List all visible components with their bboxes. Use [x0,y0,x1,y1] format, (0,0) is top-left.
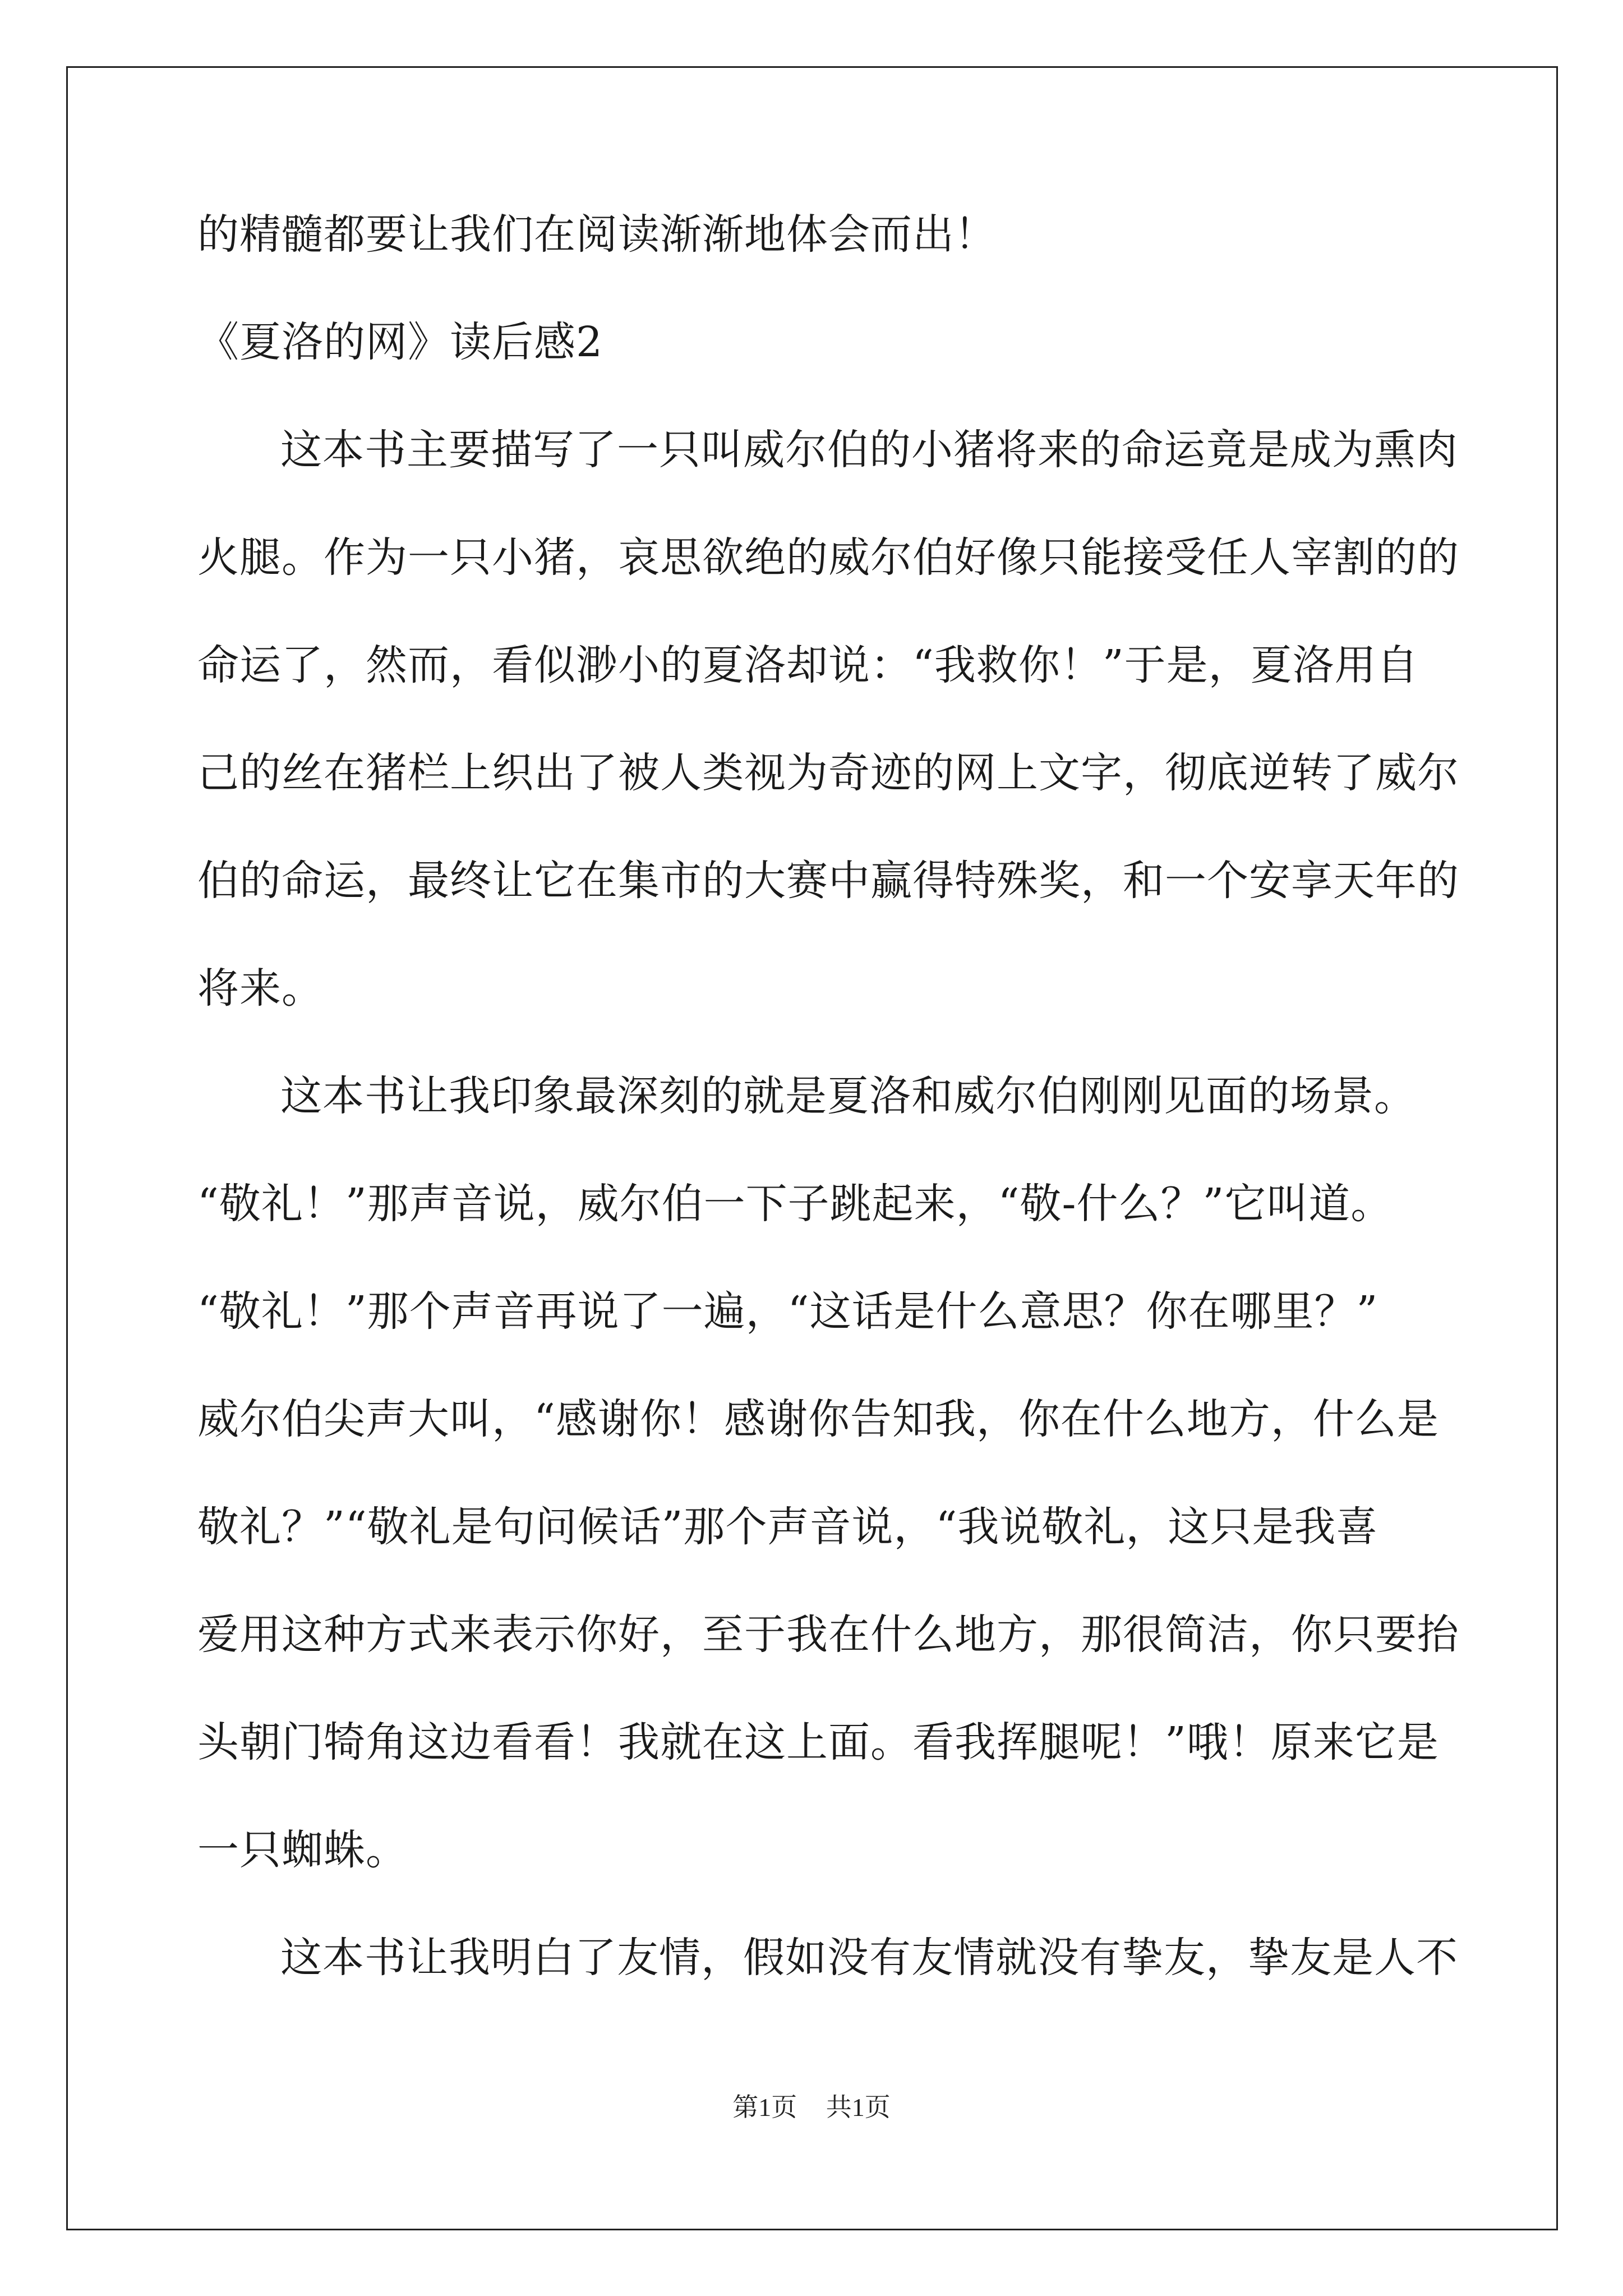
text-line: 伯的命运，最终让它在集市的大赛中赢得特殊奖，和一个安享天年的 [197,857,1459,905]
text-line: 火腿。作为一只小猪，哀思欲绝的威尔伯好像只能接受任人宰割的的 [197,533,1459,582]
text-line: 将来。 [197,964,324,1013]
text-line: 敬礼？”“敬礼是句问候话”那个声音说，“我说敬礼，这只是我喜 [197,1503,1378,1551]
text-line: 这本书让我明白了友情，假如没有友情就没有挚友，挚友是人不 [280,1934,1458,1982]
page-number: 第1页 [732,2093,797,2122]
text-line: 爱用这种方式来表示你好，至于我在什么地方，那很简洁，你只要抬 [197,1611,1459,1659]
page-footer [0,2087,1623,2124]
text-line: 命运了，然而，看似渺小的夏洛却说：“我救你！”于是，夏洛用自 [197,641,1419,689]
text-line: 这本书主要描写了一只叫威尔伯的小猪将来的命运竟是成为熏肉 [280,426,1458,474]
text-line: 的精髓都要让我们在阅读渐渐地体会而出！ [197,210,997,259]
text-line: 头朝门犄角这边看看！我就在这上面。看我挥腿呢！”哦！原来它是 [197,1718,1439,1766]
text-line: “敬礼！”那声音说，威尔伯一下子跳起来，“敬-什么？”它叫道。 [197,1180,1393,1228]
text-line: “敬礼！”那个声音再说了一遍，“这话是什么意思？你在哪里？” [197,1287,1378,1336]
section-heading: 《夏洛的网》读后感2 [197,318,603,366]
text-line: 这本书让我印象最深刻的就是夏洛和威尔伯刚刚见面的场景。 [280,1072,1416,1120]
text-line: 一只蜘蛛。 [197,1826,408,1874]
text-line: 威尔伯尖声大叫，“感谢你！感谢你告知我，你在什么地方，什么是 [197,1395,1439,1443]
page-total: 共1页 [826,2093,891,2122]
document-body [197,208,1459,2039]
text-line: 己的丝在猪栏上织出了被人类视为奇迹的网上文字，彻底逆转了威尔 [197,749,1459,797]
